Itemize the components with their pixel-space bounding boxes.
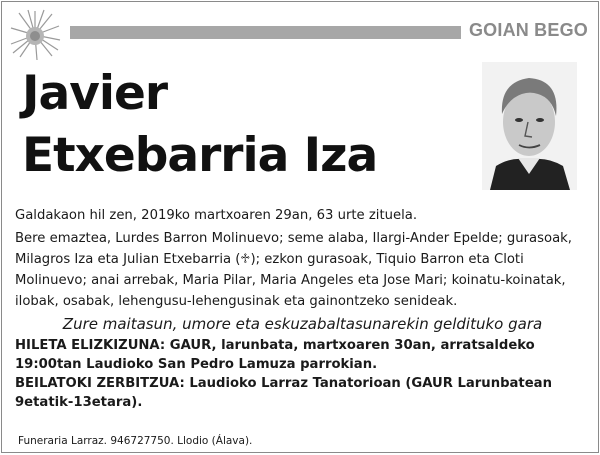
deceased-last-name: Etxebarria Iza bbox=[22, 128, 378, 183]
portrait-photo bbox=[482, 62, 577, 190]
funeral-service: HILETA ELIZKIZUNA: GAUR, larunbata, martxoaren 30an, arratsaldeko 19:00tan Laudioko San Pedro Lamuza parrokian. bbox=[15, 338, 535, 372]
wake-service: BEILATOKI ZERBITZUA: Laudioko Larraz Tanatorioan (GAUR Larunbatean 9etatik-13etara). bbox=[15, 376, 552, 410]
memorial-quote: Zure maitasun, umore eta eskuzabaltasunarekin gelditukо gara bbox=[62, 315, 543, 333]
obituary-card bbox=[1, 1, 599, 453]
death-notice: Galdakaon hil zen, 2019ko martxoaren 29an, 63 urte zituela. bbox=[15, 208, 418, 223]
funeral-home: Funeraria Larraz. 946727750. Llodio (Álava). bbox=[18, 435, 253, 447]
header-label: GOIAN BEGO bbox=[468, 20, 588, 40]
obituary-body bbox=[15, 205, 590, 412]
header-bar bbox=[70, 26, 461, 39]
thistle-emblem-icon bbox=[8, 8, 62, 62]
family-list: Bere emaztea, Lurdes Barron Molinuevo; seme alaba, Ilargi-Ander Epelde; gurasoak, Milagros Iza eta Julian Etxebarria (♱); ezkon gurasoak, Tiquio Barron eta Cloti Molinuevo; anai arrebak, Maria Pilar, Maria Angeles eta Jose Mari; koinatu-koinatak, ilobak, osabak, lehengusu-lehengusinak eta gainontzeko senideak. bbox=[15, 231, 572, 309]
deceased-first-name: Javier bbox=[22, 66, 168, 121]
